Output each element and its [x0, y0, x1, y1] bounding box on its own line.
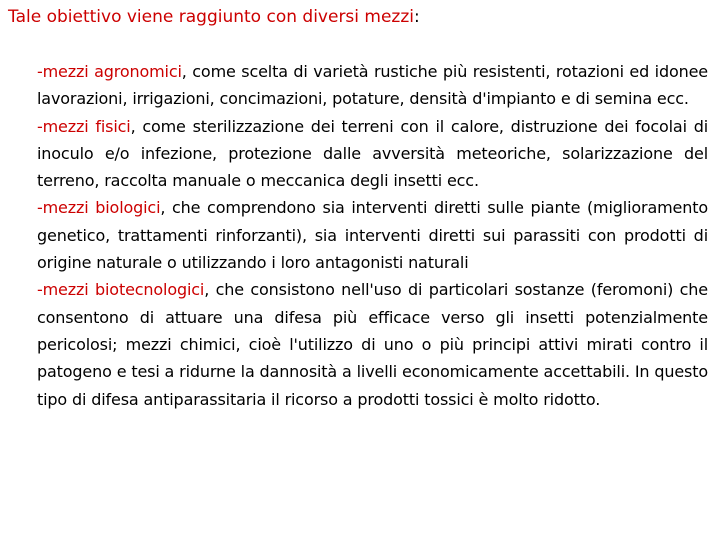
paragraph-prefix: -mezzi — [37, 62, 95, 81]
paragraph-prefix: -mezzi — [37, 116, 96, 136]
paragraph-text: , come sterilizzazione dei terreni con il calore, distruzione dei focolai di inoculo e/o infezione, protezione dalle avversità meteoriche, solarizzazione del terreno, raccolta manuale o meccanica degli insetti ecc. — [37, 116, 709, 191]
heading-text: Tale obiettivo viene raggiunto con diversi mezzi — [8, 7, 414, 27]
paragraph-text: , che consistono nell'uso di particolari sostanze (feromoni) che consentono di attuare una difesa più efficace verso gli insetti potenzialmente pericolosi; mezzi chimici, cioè l'utilizzo di uno o più principi attivi mirati contro il patogeno e tesi a ridurne la dannosità a livelli economicamente accettabili. In questo tipo di difesa antiparassitaria il ricorso a prodotti tossici è molto ridotto. — [37, 280, 708, 409]
term-agronomici: agronomici — [94, 62, 182, 81]
term-fisici: fisici — [95, 116, 131, 136]
slide-heading — [8, 6, 420, 28]
term-biotecnologici: biotecnologici — [95, 280, 205, 300]
paragraph-prefix: -mezzi — [37, 280, 95, 300]
paragraph-fisici — [37, 113, 708, 195]
heading-colon: : — [414, 7, 420, 27]
paragraph-biologici — [37, 194, 708, 276]
paragraph-text: , come scelta di varietà rustiche più resistenti, rotazioni ed idonee lavorazioni, irrigazioni, concimazioni, potature, densità d'impianto e di semina ecc. — [37, 62, 708, 109]
paragraph-biotecnologici — [37, 276, 708, 412]
term-biologici: biologici — [95, 198, 161, 218]
paragraph-prefix: -mezzi — [37, 198, 96, 218]
slide-body — [37, 58, 708, 413]
paragraph-agronomici — [37, 58, 708, 113]
paragraph-text: , che comprendono sia interventi diretti sulle piante (miglioramento genetico, trattamenti rinforzanti), sia interventi diretti sui parassiti con prodotti di origine naturale o utilizzando i loro antagonisti naturali — [37, 198, 708, 273]
